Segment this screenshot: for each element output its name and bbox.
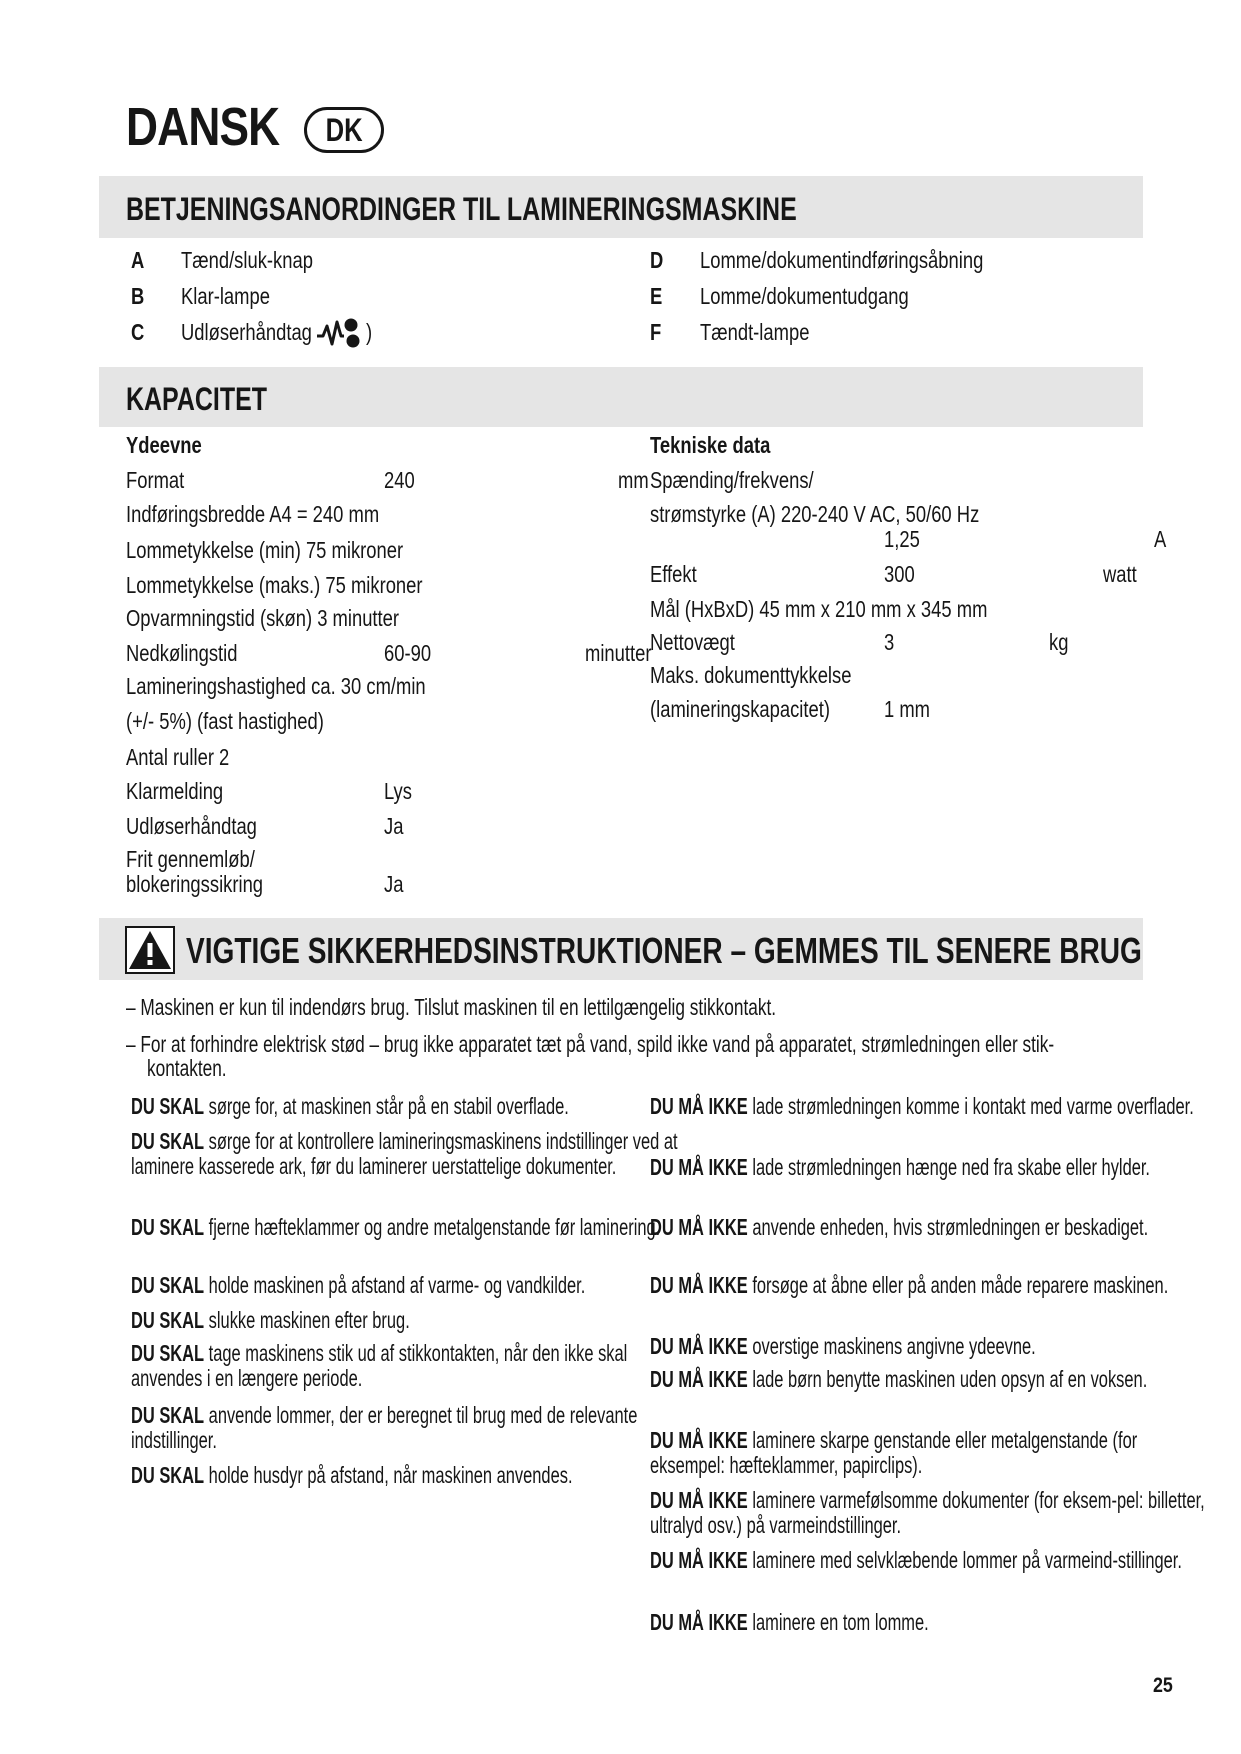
do-item: DU SKAL sørge for at kontrollere lamineringsmaskinens indstillinger ved at laminere kasserede ark, før du laminerer uerstattelige dokumenter.: [131, 1128, 678, 1179]
format-label: Format: [126, 467, 185, 493]
controls-section-title: BETJENINGSANORDINGER TIL LAMINERINGSMASKINE: [126, 191, 797, 227]
weight-value: 3: [884, 629, 895, 655]
lamination-speed: Lamineringshastighed ca. 30 cm/min: [126, 673, 426, 699]
release-lever-label: Udløserhåndtag: [126, 813, 257, 839]
do-item: DU SKAL holde maskinen på afstand af varme- og vandkilder.: [131, 1272, 586, 1298]
technical-data-heading: Tekniske data: [650, 432, 771, 458]
dont-item: DU MÅ IKKE lade børn benytte maskinen uden opsyn af en voksen.: [650, 1366, 1148, 1392]
release-lever-value: Ja: [384, 813, 404, 839]
power-unit: watt: [1103, 561, 1137, 587]
language-title: DANSK: [126, 97, 280, 157]
do-item: DU SKAL sørge for, at maskinen står på en stabil overflade.: [131, 1093, 569, 1119]
do-item: DU SKAL fjerne hæfteklammer og andre metalgenstande før laminering.: [131, 1214, 661, 1240]
voltage-label-line1: Spænding/frekvens/: [650, 467, 814, 493]
control-label-b: Klar-lampe: [181, 283, 270, 309]
control-label-a: Tænd/sluk-knap: [181, 247, 313, 273]
control-letter-d: D: [650, 247, 664, 273]
controls-section-bar: [99, 176, 1143, 238]
control-letter-c: C: [131, 319, 145, 345]
safety-intro-line2: – For at forhindre elektrisk stød – brug ikke apparatet tæt på vand, spild ikke vand på apparatet, strømledningen eller stik-: [126, 1031, 1055, 1057]
roller-count: Antal ruller 2: [126, 744, 230, 770]
dont-item: DU MÅ IKKE laminere med selvklæbende lommer på varmeind-stillinger.: [650, 1547, 1182, 1573]
control-letter-e: E: [650, 283, 663, 309]
power-label: Effekt: [650, 561, 697, 587]
safety-section-title: VIGTIGE SIKKERHEDSINSTRUKTIONER – GEMMES TIL SENERE BRUG: [186, 930, 1142, 971]
control-letter-f: F: [650, 319, 662, 345]
control-label-c-suffix: ): [366, 319, 373, 345]
cooldown-value: 60-90: [384, 640, 432, 666]
doc-thickness-value: 1 mm: [884, 696, 930, 722]
control-letter-a: A: [131, 247, 145, 273]
safety-section-bar: [99, 918, 1143, 980]
control-label-d: Lomme/dokumentindføringsåbning: [700, 247, 984, 273]
release-lever-icon: [316, 314, 362, 350]
voltage-label-line2: strømstyrke (A) 220-240 V AC, 50/60 Hz: [650, 501, 980, 527]
cooldown-label: Nedkølingstid: [126, 640, 238, 666]
doc-thickness-label-line2: (lamineringskapacitet): [650, 696, 830, 722]
dont-item: DU MÅ IKKE anvende enheden, hvis strømledningen er beskadiget.: [650, 1214, 1149, 1240]
safety-intro-line1: – Maskinen er kun til indendørs brug. Tilslut maskinen til en lettilgængelig stikkontakt.: [126, 994, 777, 1020]
do-item: DU SKAL holde husdyr på afstand, når maskinen anvendes.: [131, 1462, 573, 1488]
capacity-section-bar: [99, 367, 1143, 427]
doc-thickness-label-line1: Maks. dokumenttykkelse: [650, 662, 852, 688]
pouch-thickness-max: Lommetykkelse (maks.) 75 mikroner: [126, 572, 423, 598]
dont-item: DU MÅ IKKE laminere skarpe genstande eller metalgenstande (for eksempel: hæfteklammer, papirclips).: [650, 1427, 1138, 1478]
dont-item: DU MÅ IKKE laminere varmefølsomme dokumenter (for eksem-pel: billetter, ultralyd osv.) på varmeindstillinger.: [650, 1487, 1205, 1538]
format-unit: mm: [618, 467, 649, 493]
dont-item: DU MÅ IKKE forsøge at åbne eller på anden måde reparere maskinen.: [650, 1272, 1169, 1298]
control-letter-b: B: [131, 283, 145, 309]
dont-item: DU MÅ IKKE laminere en tom lomme.: [650, 1609, 929, 1635]
pouch-thickness-min: Lommetykkelse (min) 75 mikroner: [126, 537, 404, 563]
cooldown-unit: minutter: [585, 640, 652, 666]
capacity-section-title: KAPACITET: [126, 381, 267, 417]
lamination-speed-note: (+/- 5%) (fast hastighed): [126, 708, 324, 734]
ready-indicator-label: Klarmelding: [126, 778, 224, 804]
page-number: 25: [1153, 1674, 1173, 1697]
performance-heading: Ydeevne: [126, 432, 202, 458]
do-item: DU SKAL slukke maskinen efter brug.: [131, 1307, 410, 1333]
warning-icon: [125, 926, 175, 974]
dont-item: DU MÅ IKKE lade strømledningen hænge ned fra skabe eller hylder.: [650, 1154, 1150, 1180]
dimensions: Mål (HxBxD) 45 mm x 210 mm x 345 mm: [650, 596, 988, 622]
anti-jam-label-line1: Frit gennemløb/: [126, 846, 255, 872]
format-value: 240: [384, 467, 415, 493]
do-item: DU SKAL tage maskinens stik ud af stikkontakten, når den ikke skal anvendes i en længere periode.: [131, 1340, 628, 1391]
ready-indicator-value: Lys: [384, 778, 412, 804]
weight-label: Nettovægt: [650, 629, 735, 655]
safety-intro-line3: kontakten.: [147, 1055, 227, 1081]
warmup-time: Opvarmningstid (skøn) 3 minutter: [126, 605, 400, 631]
control-label-c: Udløserhåndtag: [181, 319, 312, 345]
anti-jam-value: Ja: [384, 871, 404, 897]
current-value: 1,25: [884, 526, 920, 552]
feed-width: Indføringsbredde A4 = 240 mm: [126, 501, 380, 527]
control-label-f: Tændt-lampe: [700, 319, 810, 345]
weight-unit: kg: [1049, 629, 1069, 655]
power-value: 300: [884, 561, 915, 587]
dont-item: DU MÅ IKKE overstige maskinens angivne ydeevne.: [650, 1333, 1036, 1359]
dont-item: DU MÅ IKKE lade strømledningen komme i kontakt med varme overflader.: [650, 1093, 1194, 1119]
control-label-e: Lomme/dokumentudgang: [700, 283, 909, 309]
anti-jam-label-line2: blokeringssikring: [126, 871, 264, 897]
language-badge: DK: [304, 107, 384, 153]
current-unit: A: [1154, 526, 1167, 552]
do-item: DU SKAL anvende lommer, der er beregnet til brug med de relevante indstillinger.: [131, 1402, 638, 1453]
